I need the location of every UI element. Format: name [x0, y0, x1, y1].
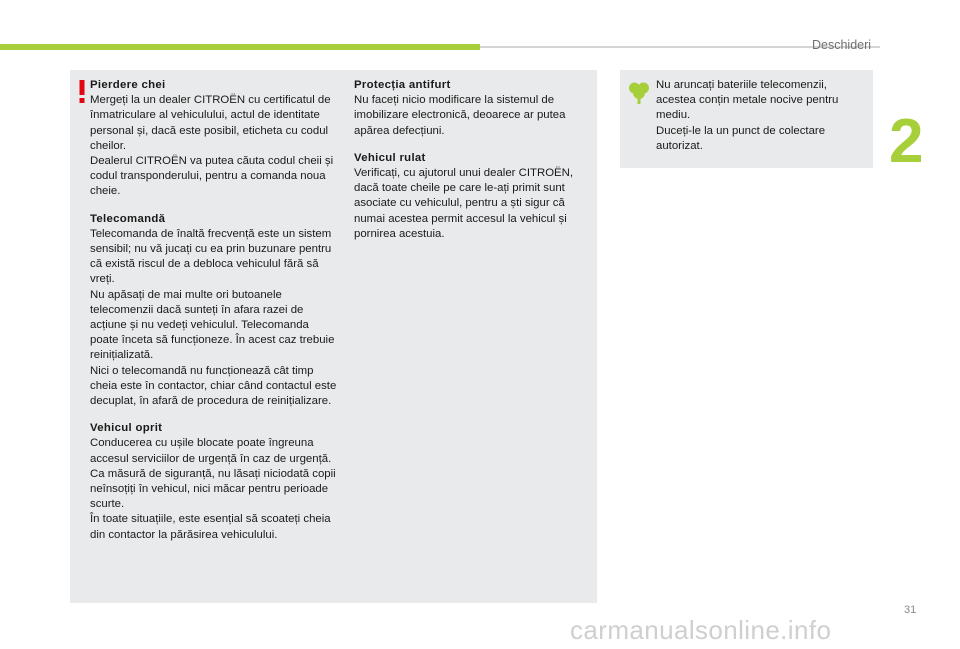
chapter-number: 2 [889, 107, 924, 176]
note-section [354, 78, 594, 139]
paragraph: Verificați, cu ajutorul unui dealer CITROËN, dacă toate cheile pe care le-ați primit sunt asociate cu vehiculul, pentru a ști sigur că numai acestea permit accesul la vehicul și pornirea acestuia. [354, 167, 574, 240]
section-title: Deschideri [812, 38, 872, 52]
paragraph: Telecomanda de înaltă frecvență este un sistem sensibil; nu vă jucați cu ea prin buzunare pentru că există riscul de a debloca vehiculul fără să vreți. [90, 227, 332, 286]
warning-right-column [354, 78, 594, 254]
header-accent-bar [0, 44, 480, 50]
paragraph: Dealerul CITROËN va putea căuta codul cheii și codul transponderului, pentru a comanda noua cheie. [90, 155, 334, 198]
note-section [354, 151, 594, 242]
paragraph: Conducerea cu ușile blocate poate îngreuna accesul serviciilor de urgență în caz de urgență. [90, 437, 332, 465]
note-section [90, 212, 338, 410]
paragraph: Nici o telecomandă nu funcționează cât timp cheia este în contactor, chiar când contactul este decuplat, în afară de procedura de reinițializare. [90, 364, 337, 408]
exclamation-warning-icon [78, 80, 86, 104]
page-number: 31 [904, 604, 917, 616]
section-heading: Telecomandă [90, 212, 166, 225]
note-section [90, 78, 338, 200]
leaf-eco-icon [628, 80, 650, 104]
paragraph: Ca măsură de siguranță, nu lăsați niciodată copii neînsoțiți în vehicul, nici măcar pentru perioade scurte. [90, 467, 336, 511]
warning-left-column [90, 78, 338, 555]
section-heading: Pierdere chei [90, 79, 166, 91]
section-heading: Vehicul rulat [354, 151, 426, 164]
eco-text [656, 78, 866, 166]
paragraph: Nu faceți nicio modificare la sistemul de imobilizare electronică, deoarece ar putea apărea defecțiuni. [354, 94, 566, 137]
section-heading: Vehicul oprit [90, 422, 163, 435]
paragraph: Mergeți la un dealer CITROËN cu certificatul de înmatriculare al vehiculului, actul de identitate personal și, dacă este posibil, eticheta cu codul cheilor. [90, 94, 331, 152]
watermark: carmanualsonline.info [570, 615, 832, 645]
paragraph: Nu aruncați bateriile telecomenzii, acestea conțin metale nocive pentru mediu. [656, 79, 839, 122]
note-section [90, 421, 338, 543]
section-heading: Protecția antifurt [354, 79, 451, 91]
paragraph: Nu apăsați de mai multe ori butoanele telecomenzii dacă sunteți în afara razei de acțiune și nu vedeți vehiculul. Telecomanda poate înceta să funcționeze. În acest caz trebuie reinițializată. [90, 288, 335, 362]
paragraph: În toate situațiile, este esențial să scoateți cheia din contactor la părăsirea vehiculului. [90, 513, 331, 541]
paragraph: Duceți-le la un punct de colectare autorizat. [656, 124, 826, 152]
note-section [656, 78, 866, 154]
